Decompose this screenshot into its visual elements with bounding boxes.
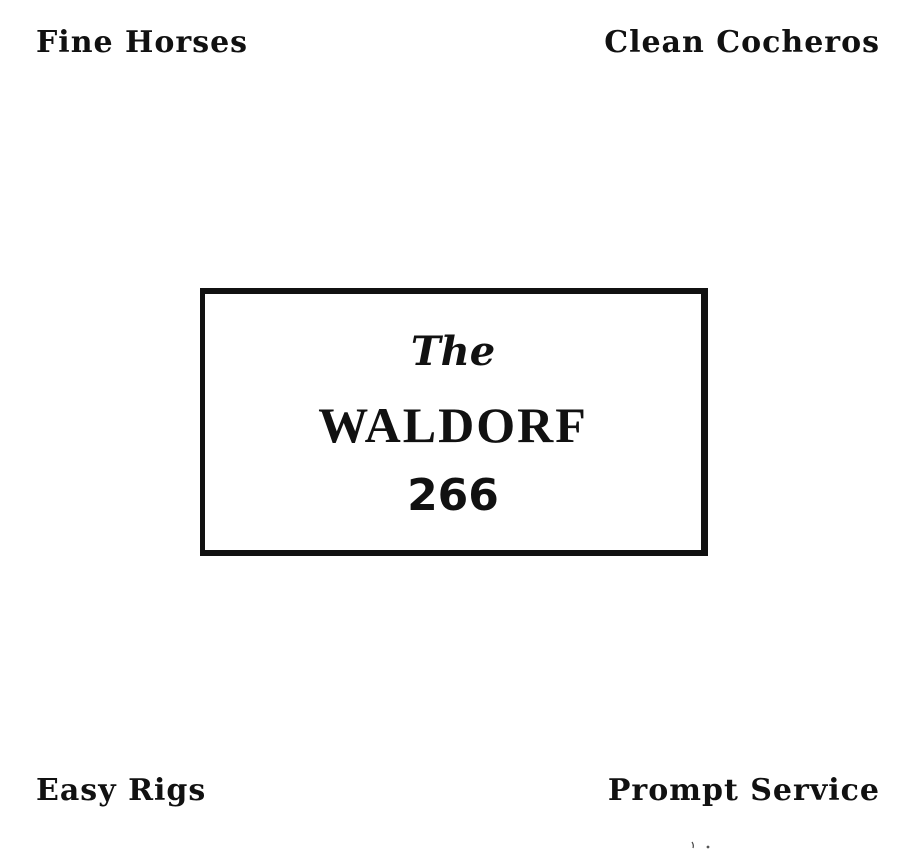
tagline-prompt-service: Prompt Service (607, 773, 880, 808)
business-name: WALDORF (318, 397, 588, 453)
ink-speck (690, 840, 714, 850)
tagline-easy-rigs: Easy Rigs (36, 773, 207, 808)
title-frame (200, 288, 708, 556)
title-article: The (410, 328, 496, 375)
phone-number: 266 (407, 470, 499, 521)
tagline-fine-horses: Fine Horses (36, 25, 249, 60)
tagline-clean-cocheros: Clean Cocheros (604, 25, 880, 60)
